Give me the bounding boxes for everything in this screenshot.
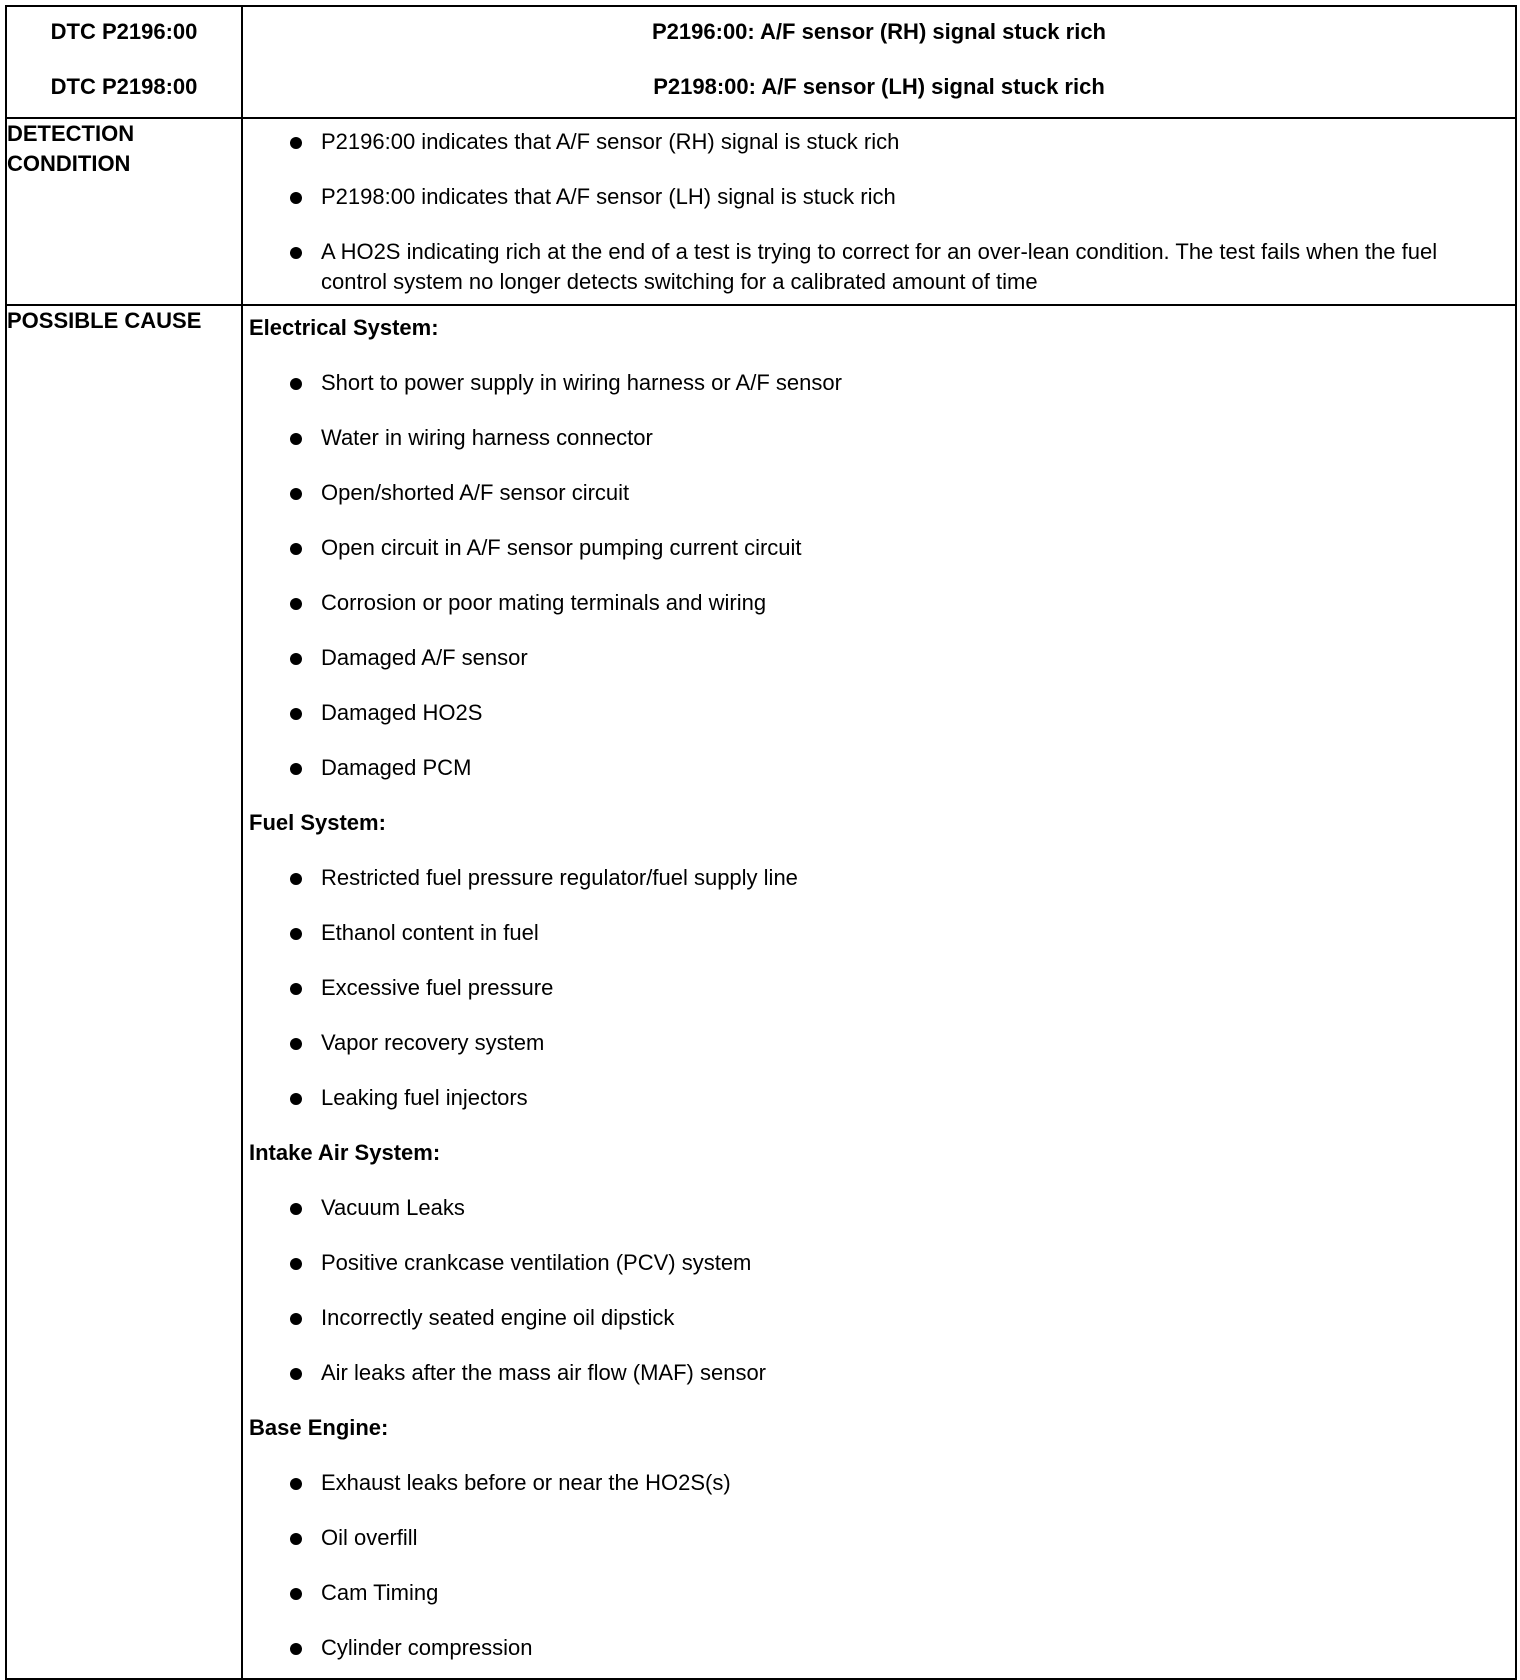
list-item: Restricted fuel pressure regulator/fuel supply line (243, 863, 1515, 893)
section-title: Intake Air System: (249, 1140, 441, 1165)
possible-cause-row (6, 305, 1516, 1679)
possible-cause-label: POSSIBLE CAUSE (6, 305, 242, 1679)
list-item: P2196:00 indicates that A/F sensor (RH) signal is stuck rich (243, 127, 1515, 157)
list-item: Water in wiring harness connector (243, 423, 1515, 453)
dtc-description: P2196:00: A/F sensor (RH) signal stuck rich (652, 19, 1106, 44)
list-item: Short to power supply in wiring harness or A/F sensor (243, 368, 1515, 398)
cause-list (243, 368, 1515, 783)
list-item: Vapor recovery system (243, 1028, 1515, 1058)
list-item: Cylinder compression (243, 1633, 1515, 1663)
list-item: Corrosion or poor mating terminals and wiring (243, 588, 1515, 618)
detection-row (6, 118, 1516, 305)
list-item: Oil overfill (243, 1523, 1515, 1553)
dtc-description: P2198:00: A/F sensor (LH) signal stuck rich (653, 74, 1105, 99)
section-title: Fuel System: (249, 810, 386, 835)
list-item: Leaking fuel injectors (243, 1083, 1515, 1113)
detection-list (243, 119, 1515, 297)
possible-cause-content-cell (242, 305, 1516, 1679)
possible-cause-content (243, 306, 1515, 1663)
dtc-code: DTC P2198:00 (50, 74, 198, 99)
dtc-code-cell (6, 6, 242, 118)
list-item: A HO2S indicating rich at the end of a test is trying to correct for an over-lean condition. The test fails when the fuel control system no longer detects switching for a calibrated amount of time (243, 237, 1515, 297)
dtc-description-cell (242, 6, 1516, 118)
list-item: Incorrectly seated engine oil dipstick (243, 1303, 1515, 1333)
header-row (6, 6, 1516, 118)
list-item: Open circuit in A/F sensor pumping current circuit (243, 533, 1515, 563)
section-title: Base Engine: (249, 1415, 389, 1440)
list-item: Ethanol content in fuel (243, 918, 1515, 948)
list-item: Vacuum Leaks (243, 1193, 1515, 1223)
list-item: Cam Timing (243, 1578, 1515, 1608)
detection-label-line: CONDITION (7, 151, 131, 176)
detection-content-cell (242, 118, 1516, 305)
list-item: Damaged A/F sensor (243, 643, 1515, 673)
cause-list (243, 1193, 1515, 1388)
cause-list (243, 1468, 1515, 1663)
detection-label-line: DETECTION (7, 121, 135, 146)
dtc-code: DTC P2196:00 (50, 19, 198, 44)
list-item: Air leaks after the mass air flow (MAF) sensor (243, 1358, 1515, 1388)
dtc-table (5, 5, 1517, 1680)
list-item: Open/shorted A/F sensor circuit (243, 478, 1515, 508)
list-item: Damaged PCM (243, 753, 1515, 783)
list-item: Excessive fuel pressure (243, 973, 1515, 1003)
cause-list (243, 863, 1515, 1113)
list-item: Positive crankcase ventilation (PCV) system (243, 1248, 1515, 1278)
detection-label-cell (6, 118, 242, 305)
list-item: Exhaust leaks before or near the HO2S(s) (243, 1468, 1515, 1498)
list-item: P2198:00 indicates that A/F sensor (LH) signal is stuck rich (243, 182, 1515, 212)
section-title: Electrical System: (249, 315, 439, 340)
list-item: Damaged HO2S (243, 698, 1515, 728)
